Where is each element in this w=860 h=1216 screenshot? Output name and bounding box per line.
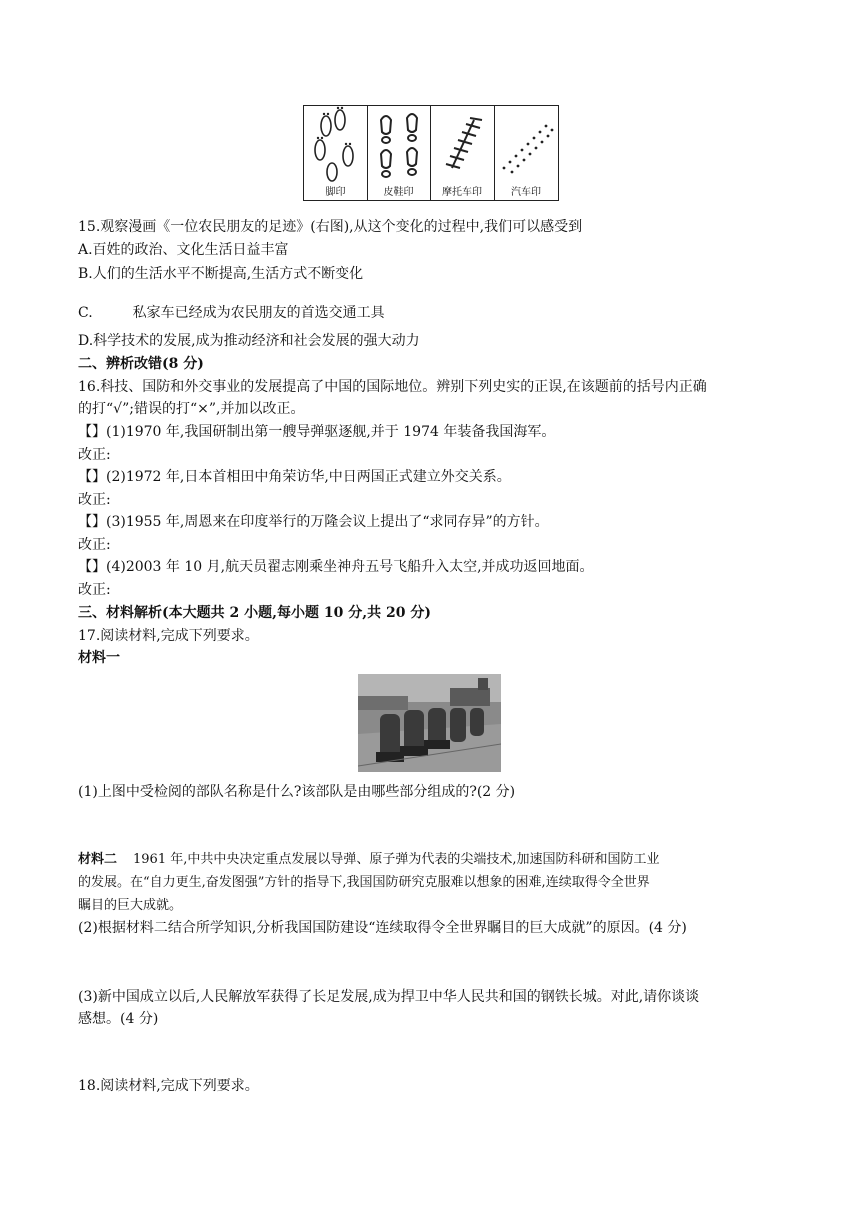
q15-option-c-letter: C. — [78, 305, 93, 321]
q16-item-4: 【】(4)2003 年 10 月,航天员翟志刚乘坐神舟五号飞船升入太空,并成功返回地面。 — [78, 559, 594, 575]
motorcycle-track-icon — [430, 106, 494, 184]
material-2-text-1: 1961 年,中共中央决定重点发展以导弹、原子弹为代表的尖端技术,加速国防科研和国防工业 — [133, 852, 660, 867]
q16-fix-1: 改正: — [78, 447, 111, 463]
section3-heading: 三、材料解析(本大题共 2 小题,每小题 10 分,共 20 分) — [78, 605, 431, 621]
caption-car: 汽车印 — [511, 187, 541, 198]
q17-sub3-line1: (3)新中国成立以后,人民解放军获得了长足发展,成为捍卫中华人民共和国的钢铁长城。对此,请你谈谈 — [78, 989, 700, 1005]
missile-parade-photo — [358, 674, 501, 772]
q16-item-2: 【】(2)1972 年,日本首相田中角荣访华,中日两国正式建立外交关系。 — [78, 469, 511, 485]
q16-stem-line1: 16.科技、国防和外交事业的发展提高了中国的国际地位。辨别下列史实的正误,在该题前的括号内正确 — [78, 379, 707, 395]
q17-sub3-line2: 感想。(4 分) — [78, 1011, 159, 1027]
q18-stem: 18.阅读材料,完成下列要求。 — [78, 1078, 259, 1094]
comic-panel-motorcycle — [430, 106, 495, 200]
material-1-label: 材料一 — [78, 650, 120, 666]
caption-footprints: 脚印 — [325, 187, 346, 198]
q16-fix-4: 改正: — [78, 582, 111, 598]
caption-motorcycle: 摩托车印 — [442, 187, 482, 198]
q15-option-c — [78, 303, 385, 323]
shoe-print-icon — [367, 106, 430, 184]
section2-heading: 二、辨析改错(8 分) — [78, 356, 204, 372]
material-2-line1 — [78, 850, 660, 870]
missile-parade-image — [358, 674, 501, 772]
material-2-label: 材料二 — [78, 852, 118, 867]
q15-option-a: A.百姓的政治、文化生活日益丰富 — [78, 242, 289, 258]
q17-sub1: (1)上图中受检阅的部队名称是什么?该部队是由哪些部分组成的?(2 分) — [78, 784, 516, 800]
q16-item-3: 【】(3)1955 年,周恩来在印度举行的万隆会议上提出了“求同存异”的方针。 — [78, 514, 549, 530]
q16-fix-3: 改正: — [78, 537, 111, 553]
comic-panel-car — [494, 106, 558, 200]
q15-option-b: B.人们的生活水平不断提高,生活方式不断变化 — [78, 266, 364, 282]
footprint-icon — [304, 106, 367, 184]
q16-fix-2: 改正: — [78, 492, 111, 508]
material-2-line2: 的发展。在“自力更生,奋发图强”方针的指导下,我国国防研究克服难以想象的困难,连续取得令全世界 — [78, 875, 650, 890]
q17-sub2: (2)根据材料二结合所学知识,分析我国国防建设“连续取得令全世界瞩目的巨大成就”的原因。(4 分) — [78, 920, 687, 936]
car-track-icon — [494, 106, 558, 184]
q16-stem-line2: 的打“√”;错误的打“×”,并加以改正。 — [78, 401, 305, 417]
caption-shoeprints: 皮鞋印 — [383, 187, 414, 198]
q17-stem: 17.阅读材料,完成下列要求。 — [78, 628, 259, 644]
footprint-comic — [303, 105, 559, 201]
comic-panel-shoeprints — [367, 106, 431, 200]
q16-item-1: 【】(1)1970 年,我国研制出第一艘导弹驱逐舰,并于 1974 年装备我国海军。 — [78, 424, 556, 440]
q15-stem: 15.观察漫画《一位农民朋友的足迹》(右图),从这个变化的过程中,我们可以感受到 — [78, 219, 583, 235]
q15-option-c-text: 私家车已经成为农民朋友的首选交通工具 — [132, 305, 385, 321]
material-2-line3: 瞩目的巨大成就。 — [78, 898, 183, 913]
comic-panel-footprints — [304, 106, 368, 200]
q15-option-d: D.科学技术的发展,成为推动经济和社会发展的强大动力 — [78, 333, 420, 349]
